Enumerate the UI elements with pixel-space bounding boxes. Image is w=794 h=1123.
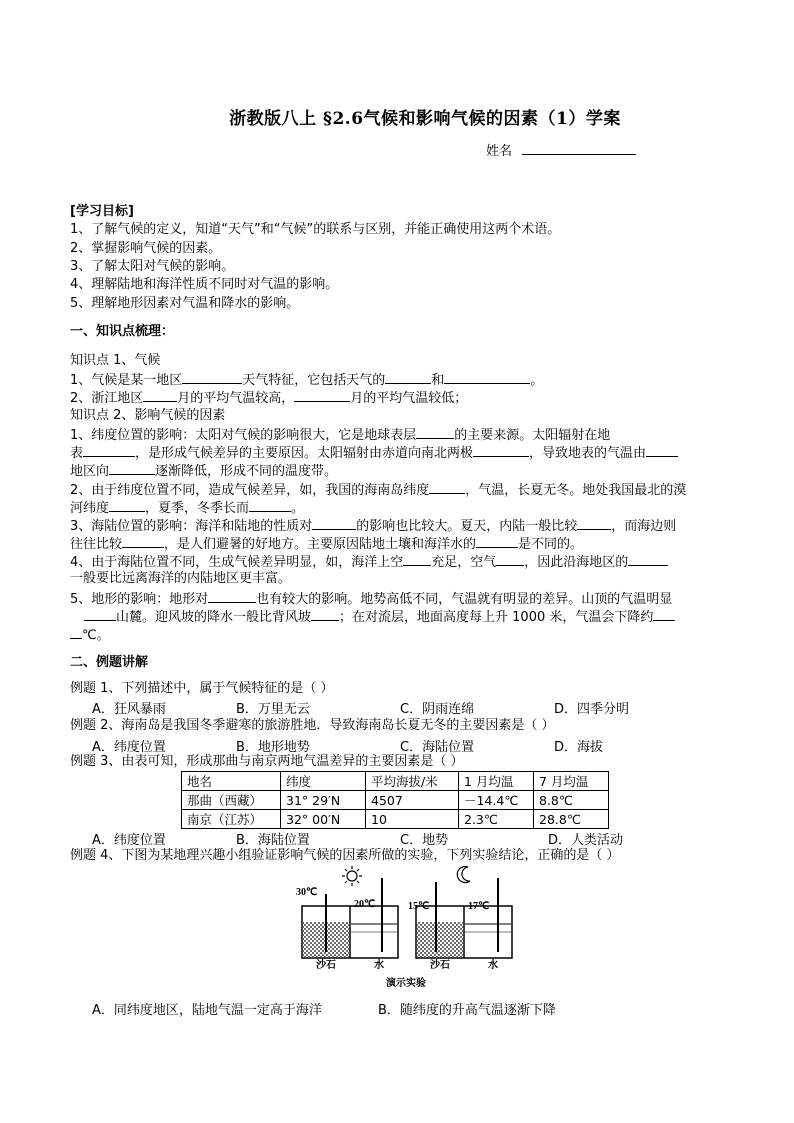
fill-blank[interactable]: [84, 607, 116, 621]
option-b[interactable]: B．随纬度的升高气温逐渐下降: [378, 1003, 556, 1018]
table-header: 纬度: [281, 772, 366, 791]
table-cell: 10: [366, 810, 459, 829]
fill-blank[interactable]: [476, 534, 518, 548]
fill-blank[interactable]: [208, 589, 256, 603]
p1-line3: 地区向 逐渐降低，形成不同的温度带。: [70, 461, 337, 481]
table-cell: －14.4℃: [459, 791, 534, 810]
night-land-label: 沙石: [430, 960, 450, 971]
option-a[interactable]: A．纬度位置: [92, 740, 166, 755]
experiment-figure: [290, 862, 520, 992]
table-cell: 31° 29′N: [281, 791, 366, 810]
section1-heading: 一、知识点梳理：: [70, 324, 175, 339]
option-d[interactable]: D．海拔: [554, 740, 604, 755]
table-cell: 4507: [366, 791, 459, 810]
p5-line2: 山麓。迎风坡的降水一般比背风坡 ；在对流层，地面高度每上升 1000 米，气温会下降约: [70, 607, 675, 627]
fill-blank[interactable]: [143, 388, 177, 402]
p4-line1: 4、由于海陆位置不同，生成气候差异明显，如，海洋上空 充足，空气 ，因此沿海地区的: [70, 552, 668, 572]
option-b[interactable]: B．地形地势: [236, 740, 310, 755]
table-header: 7 月均温: [534, 772, 609, 791]
fill-blank[interactable]: [429, 480, 465, 494]
fill-blank[interactable]: [646, 443, 678, 457]
q3-stem: 例题 3、由表可知，形成那曲与南京两地气温差异的主要因素是（ ）: [70, 754, 464, 769]
q4-stem: 例题 4、下图为某地理兴趣小组验证影响气候的因素所做的实验，下列实验结论，正确的是（ ）: [70, 848, 620, 863]
p1-line1: 1、纬度位置的影响：太阳对气候的影响很大，它是地球表层 的主要来源。太阳辐射在地: [70, 425, 610, 445]
fill-blank[interactable]: [473, 443, 529, 457]
option-c[interactable]: C．阴雨连绵: [400, 702, 475, 717]
objective-item: 4、理解陆地和海洋性质不同时对气温的影响。: [70, 277, 339, 292]
section2-heading: 二、例题讲解: [70, 655, 149, 670]
fill-blank[interactable]: [182, 370, 242, 384]
kp1-title: 知识点 1、气候: [70, 353, 161, 368]
fill-blank[interactable]: [249, 498, 291, 512]
fill-blank[interactable]: [311, 607, 339, 621]
fill-blank[interactable]: [122, 534, 164, 548]
q2-stem: 例题 2、海南岛是我国冬季避寒的旅游胜地．导致海南岛长夏无冬的主要因素是（ ）: [70, 718, 555, 733]
p2-line1: 2、由于纬度位置不同，造成气候差异，如，我国的海南岛纬度 ，气温，长夏无冬。地处我国最北的漠: [70, 480, 686, 500]
kp1-line1: 1、气候是某一地区 天气特征，它包括天气的 和 。: [70, 370, 543, 390]
night-tank: [416, 878, 512, 958]
fill-blank[interactable]: [628, 552, 668, 566]
table-cell: 南京（江苏）: [182, 810, 281, 829]
option-d[interactable]: D．人类活动: [548, 833, 624, 848]
figure-caption: 演示实验: [386, 978, 426, 989]
night-water-temp: 17℃: [468, 901, 490, 912]
table-row: [182, 810, 609, 829]
option-c[interactable]: C．地势: [400, 833, 449, 848]
p3-line1: 3、海陆位置的影响：海洋和陆地的性质对 的影响也比较大。夏天，内陆一般比较 ，而海边则: [70, 516, 676, 536]
table-header: 地名: [182, 772, 281, 791]
objective-item: 3、了解太阳对气候的影响。: [70, 259, 235, 274]
objectives-heading: [学习目标]: [70, 204, 134, 219]
fill-blank[interactable]: [294, 388, 350, 402]
day-land-label: 沙石: [316, 960, 336, 971]
fill-blank[interactable]: [416, 425, 454, 439]
day-land-temp: 30℃: [296, 887, 318, 898]
fill-blank[interactable]: [496, 552, 524, 566]
name-field[interactable]: 姓名: [486, 140, 636, 159]
fill-blank[interactable]: [70, 625, 82, 639]
table-row: [182, 791, 609, 810]
name-blank[interactable]: [522, 142, 636, 155]
fill-blank[interactable]: [577, 516, 611, 530]
fill-blank[interactable]: [653, 607, 675, 621]
q1-stem: 例题 1、下列描述中，属于气候特征的是（ ）: [70, 681, 334, 696]
p5-line1: 5、地形的影响：地形对 也有较大的影响。地势高低不同，气温就有明显的差异。山顶的气温明显: [70, 589, 672, 609]
table-cell: 8.8℃: [534, 791, 609, 810]
fill-blank[interactable]: [385, 370, 431, 384]
day-water-temp: 20℃: [354, 899, 376, 910]
p2-line2: 河纬度 ，夏季，冬季长而 。: [70, 498, 304, 518]
fill-blank[interactable]: [444, 370, 530, 384]
table-header-row: [182, 772, 609, 791]
table-cell: 28.8℃: [534, 810, 609, 829]
table-header: 1 月均温: [459, 772, 534, 791]
option-b[interactable]: B．万里无云: [236, 702, 310, 717]
p5-line3: ℃。: [70, 625, 110, 645]
p1-line2: 表 ，是形成气候差异的主要原因。太阳辐射由赤道向南北两极 ，导致地表的气温由: [70, 443, 678, 463]
night-water-label: 水: [488, 960, 498, 971]
option-c[interactable]: C．海陆位置: [400, 740, 475, 755]
fill-blank[interactable]: [83, 443, 135, 457]
moon-icon: [457, 867, 470, 883]
p3-line2: 往往比较 ，是人们避暑的好地方。主要原因陆地土壤和海洋水的 是不同的。: [70, 534, 583, 554]
option-d[interactable]: D．四季分明: [554, 702, 630, 717]
option-a[interactable]: A．同纬度地区，陆地气温一定高于海洋: [92, 1003, 322, 1018]
objective-item: 2、掌握影响气候的因素。: [70, 241, 222, 256]
night-land-temp: 15℃: [408, 901, 430, 912]
fill-blank[interactable]: [312, 516, 356, 530]
objective-item: 1、了解气候的定义，知道“天气”和“气候”的联系与区别，并能正确使用这两个术语。: [70, 222, 561, 237]
climate-table: [181, 771, 609, 829]
day-water-label: 水: [374, 960, 384, 971]
table-header: 平均海拔/米: [366, 772, 459, 791]
option-b[interactable]: B．海陆位置: [236, 833, 310, 848]
table-cell: 2.3℃: [459, 810, 534, 829]
page-title: 浙教版八上 §2.6气候和影响气候的因素（1）学案: [229, 109, 621, 129]
kp1-line2: 2、浙江地区 月的平均气温较高， 月的平均气温较低；: [70, 388, 467, 408]
p4-line2: 一般要比远离海洋的内陆地区更丰富。: [70, 571, 292, 586]
objective-item: 5、理解地形因素对气温和降水的影响。: [70, 296, 300, 311]
fill-blank[interactable]: [109, 498, 145, 512]
option-a[interactable]: A．纬度位置: [92, 833, 166, 848]
sun-icon: [342, 866, 362, 886]
table-cell: 那曲（西藏）: [182, 791, 281, 810]
fill-blank[interactable]: [109, 461, 155, 475]
fill-blank[interactable]: [403, 552, 431, 566]
table-cell: 32° 00′N: [281, 810, 366, 829]
option-a[interactable]: A．狂风暴雨: [92, 702, 166, 717]
kp2-title: 知识点 2、影响气候的因素: [70, 408, 226, 423]
